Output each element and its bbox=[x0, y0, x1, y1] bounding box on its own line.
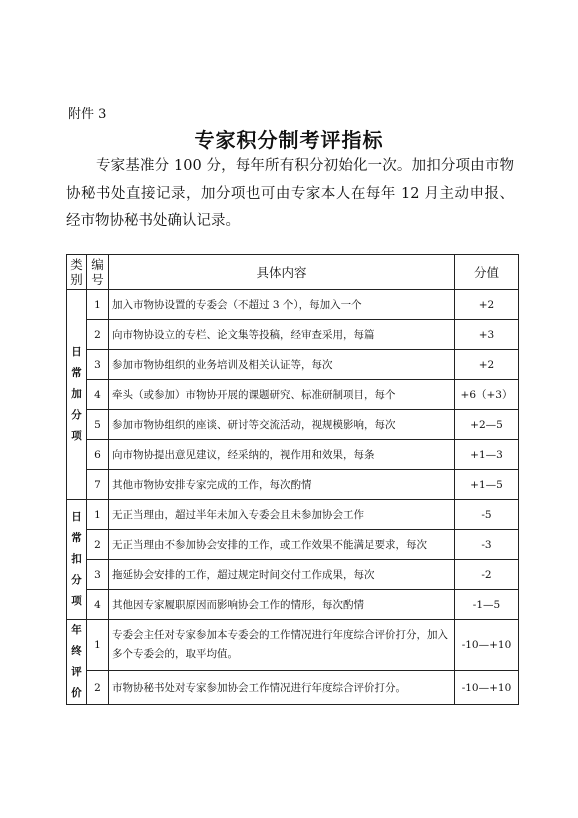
row-number: 1 bbox=[87, 620, 109, 671]
header-content: 具体内容 bbox=[109, 255, 455, 290]
row-number: 2 bbox=[87, 671, 109, 705]
table-row bbox=[67, 350, 519, 380]
row-number: 5 bbox=[87, 410, 109, 440]
row-number: 3 bbox=[87, 350, 109, 380]
row-content: 参加市物协组织的业务培训及相关认证等，每次 bbox=[109, 350, 455, 380]
row-content: 市物协秘书处对专家参加协会工作情况进行年度综合评价打分。 bbox=[109, 671, 455, 705]
row-score: -10—+10 bbox=[455, 620, 519, 671]
row-score: -3 bbox=[455, 530, 519, 560]
table-row bbox=[67, 560, 519, 590]
table-row bbox=[67, 290, 519, 320]
row-content: 无正当理由不参加协会安排的工作，或工作效果不能满足要求，每次 bbox=[109, 530, 455, 560]
row-content: 其他因专家履职原因而影响协会工作的情形，每次酌情 bbox=[109, 590, 455, 620]
table-row bbox=[67, 470, 519, 500]
header-score: 分值 bbox=[455, 255, 519, 290]
row-score: +1—3 bbox=[455, 440, 519, 470]
table-row bbox=[67, 530, 519, 560]
table-row bbox=[67, 620, 519, 671]
row-number: 1 bbox=[87, 500, 109, 530]
row-score: -2 bbox=[455, 560, 519, 590]
row-content: 参加市物协组织的座谈、研讨等交流活动，视规模影响，每次 bbox=[109, 410, 455, 440]
row-number: 4 bbox=[87, 380, 109, 410]
row-number: 3 bbox=[87, 560, 109, 590]
row-number: 6 bbox=[87, 440, 109, 470]
row-number: 4 bbox=[87, 590, 109, 620]
row-content: 加入市物协设置的专委会（不超过 3 个），每加入一个 bbox=[109, 290, 455, 320]
header-number: 编 号 bbox=[87, 255, 109, 290]
table-row bbox=[67, 671, 519, 705]
row-content: 专委会主任对专家参加本专委会的工作情况进行年度综合评价打分，加入多个专委会的，取平均值。 bbox=[109, 620, 455, 671]
row-content: 其他市物协安排专家完成的工作，每次酌情 bbox=[109, 470, 455, 500]
row-number: 7 bbox=[87, 470, 109, 500]
row-score: +6（+3） bbox=[455, 380, 519, 410]
row-score: +1—5 bbox=[455, 470, 519, 500]
row-content: 向市物协设立的专栏、论文集等投稿，经审查采用，每篇 bbox=[109, 320, 455, 350]
attachment-label: 附件 3 bbox=[68, 107, 107, 122]
table-row bbox=[67, 590, 519, 620]
row-score: -1—5 bbox=[455, 590, 519, 620]
row-number: 2 bbox=[87, 320, 109, 350]
row-content: 无正当理由，超过半年未加入专委会且未参加协会工作 bbox=[109, 500, 455, 530]
table-row bbox=[67, 320, 519, 350]
row-number: 2 bbox=[87, 530, 109, 560]
table-row bbox=[67, 410, 519, 440]
row-content: 向市物协提出意见建议，经采纳的，视作用和效果，每条 bbox=[109, 440, 455, 470]
table-row bbox=[67, 440, 519, 470]
row-score: +2 bbox=[455, 350, 519, 380]
category-cell: 日 常 扣 分 项 bbox=[67, 500, 87, 620]
scoring-table bbox=[66, 254, 519, 705]
category-cell: 年 终 评 价 bbox=[67, 620, 87, 705]
intro-paragraph: 专家基准分 100 分，每年所有积分初始化一次。加扣分项由市物协秘书处直接记录，加分项也可由专家本人在每年 12 月主动申报、经市物协秘书处确认记录。 bbox=[66, 158, 514, 229]
row-content: 牵头（或参加）市物协开展的课题研究、标准研制项目，每个 bbox=[109, 380, 455, 410]
category-cell: 日 常 加 分 项 bbox=[67, 290, 87, 500]
header-category: 类 别 bbox=[67, 255, 87, 290]
row-score: -10—+10 bbox=[455, 671, 519, 705]
row-content: 拖延协会安排的工作，超过规定时间交付工作成果，每次 bbox=[109, 560, 455, 590]
document-title: 专家积分制考评指标 bbox=[194, 128, 384, 152]
table-row bbox=[67, 500, 519, 530]
table-row bbox=[67, 380, 519, 410]
row-score: +2—5 bbox=[455, 410, 519, 440]
row-score: +2 bbox=[455, 290, 519, 320]
row-score: +3 bbox=[455, 320, 519, 350]
row-number: 1 bbox=[87, 290, 109, 320]
row-score: -5 bbox=[455, 500, 519, 530]
